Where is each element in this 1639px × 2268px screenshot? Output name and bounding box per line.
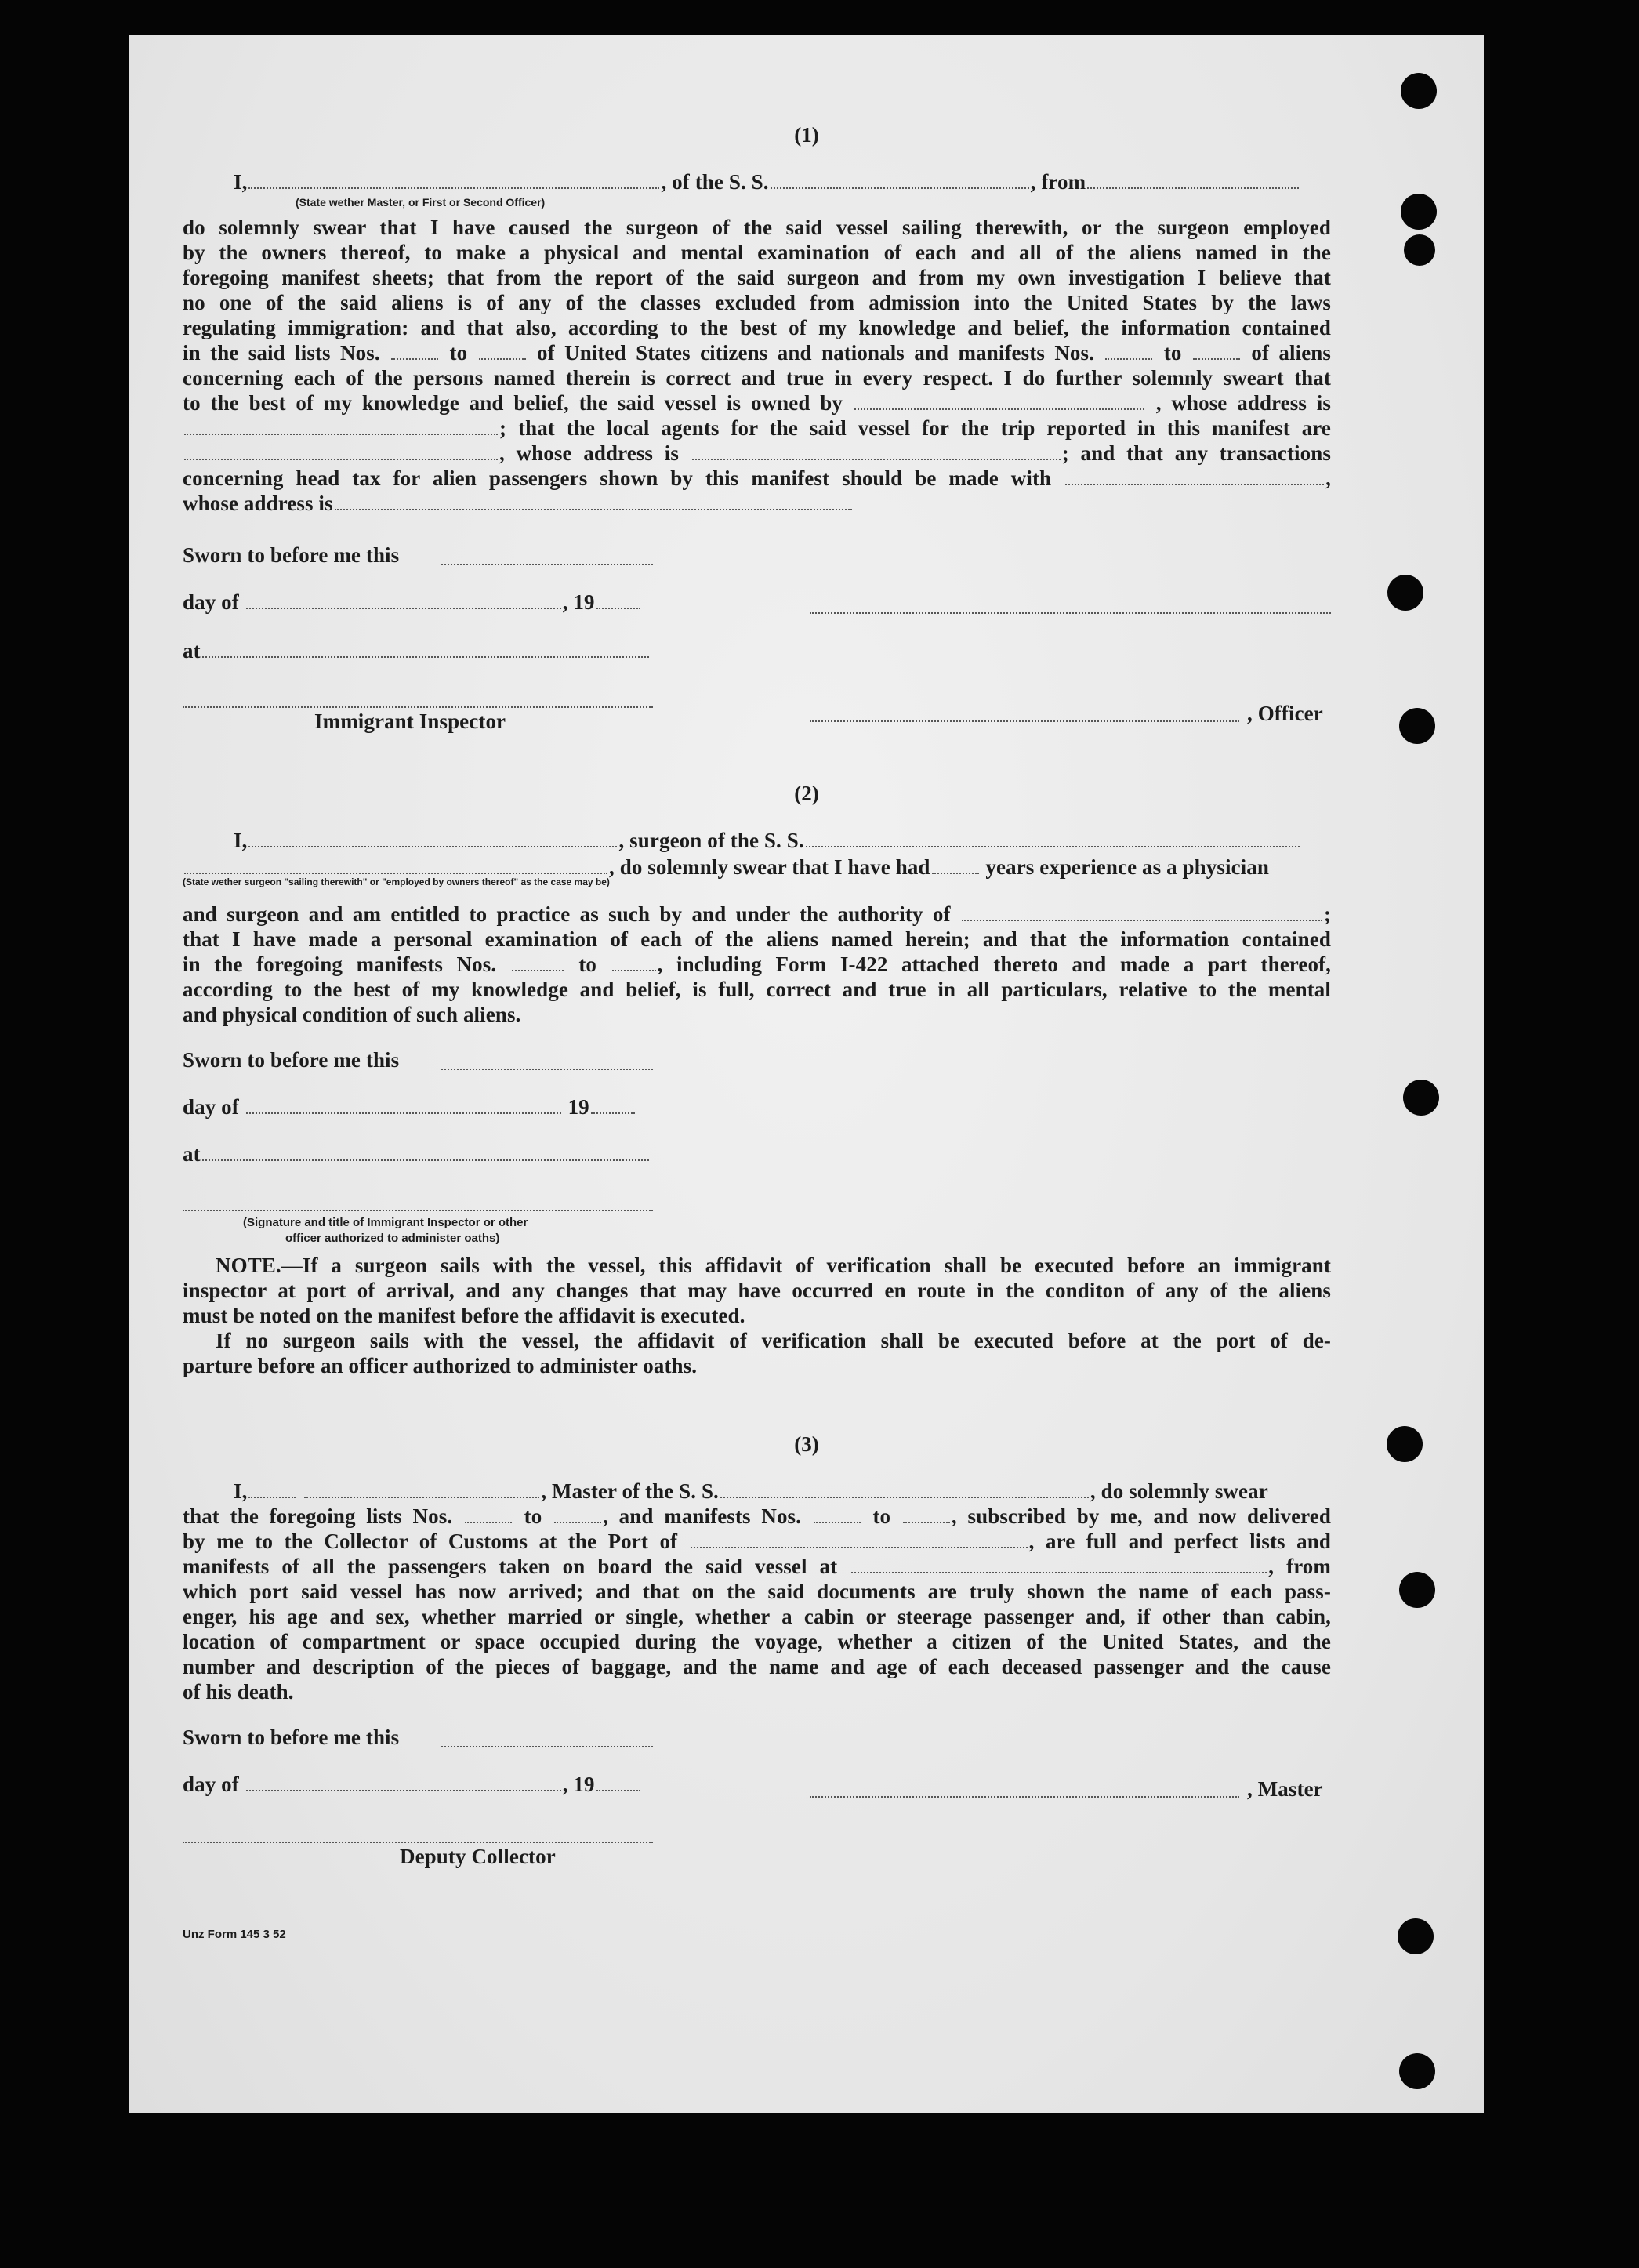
manifest-from-field[interactable] <box>512 970 564 971</box>
section-1-line-1: I, , of the S. S. , from <box>234 170 1300 194</box>
section-3-para-line: manifests of all the passengers taken on board the said vessel at , from <box>183 1555 1331 1578</box>
head-tax-contact-field[interactable] <box>1065 484 1324 485</box>
binder-hole <box>1403 1080 1439 1116</box>
manifests-to-field[interactable] <box>1193 358 1240 360</box>
section-1-para-line: foregoing manifest sheets; that from the report of the said surgeon and from my own investigation I believe that <box>183 266 1331 289</box>
section-1-para-line: ; that the local agents for the said vessel for the trip reported in this manifest are <box>183 416 1331 441</box>
owner-address-field[interactable] <box>184 434 498 435</box>
lists-to-field[interactable] <box>479 358 526 360</box>
inspector-signature-field[interactable] <box>183 1210 653 1211</box>
officer-label: , Officer <box>1247 702 1323 725</box>
lists-from-field[interactable] <box>391 358 438 360</box>
surgeon-hint: (State wether surgeon "sailing therewith" or "employed by owners thereof" as the case may be) <box>183 876 610 887</box>
form-id: Unz Form 145 3 52 <box>183 1928 286 1941</box>
section-2-number: (2) <box>794 782 819 805</box>
binder-hole <box>1399 2053 1435 2089</box>
local-agents-field[interactable] <box>184 459 498 460</box>
master-label: , Master <box>1247 1777 1323 1801</box>
section-3-para-line: of his death. <box>183 1680 294 1704</box>
binder-hole <box>1404 234 1435 266</box>
manifests-from-field[interactable] <box>814 1522 861 1523</box>
head-tax-address-field[interactable] <box>335 509 852 510</box>
section-1-number: (1) <box>794 123 819 147</box>
day-of-line: day of , 19 <box>183 1773 642 1797</box>
vessel-name-field[interactable] <box>771 187 1029 189</box>
month-field[interactable] <box>246 1112 561 1114</box>
signature-hint: officer authorized to administer oaths) <box>285 1232 500 1245</box>
collector-signature-field[interactable] <box>183 1842 653 1843</box>
year-field[interactable] <box>596 608 640 609</box>
section-2-para-line: that I have made a personal examination of each of the aliens named herein; and that the information contained <box>183 927 1331 951</box>
section-2-para-line: in the foregoing manifests Nos. to , including Form I-422 attached thereto and made a part thereof, <box>183 953 1331 976</box>
at-line: at <box>183 639 651 663</box>
surgeon-vessel-field[interactable] <box>806 846 1300 847</box>
years-experience-field[interactable] <box>932 873 979 874</box>
section-3-para-line: location of compartment or space occupied during the voyage, whether a citizen of the United States, and the <box>183 1630 1331 1653</box>
section-3-para-line: number and description of the pieces of baggage, and the name and age of each deceased passenger and the cause <box>183 1655 1331 1678</box>
manifests-to-field[interactable] <box>903 1522 950 1523</box>
officer-signature-field[interactable] <box>810 612 1331 614</box>
lists-from-field[interactable] <box>465 1522 512 1523</box>
note-line: If no surgeon sails with the vessel, the affidavit of verification shall be executed before at the port of de- <box>216 1329 1331 1352</box>
section-3-para-line: that the foregoing lists Nos. to , and manifests Nos. to , subscribed by me, and now delivered <box>183 1504 1331 1528</box>
note-line: must be noted on the manifest before the affidavit is executed. <box>183 1304 745 1327</box>
master-initial-field[interactable] <box>248 1497 296 1498</box>
section-2-para-line: and physical condition of such aliens. <box>183 1003 521 1026</box>
sworn-label: Sworn to before me this <box>183 543 400 567</box>
sworn-label: Sworn to before me this <box>183 1725 400 1749</box>
section-1-para-line: by the owners thereof, to make a physical and mental examination of each and all of the aliens named in the <box>183 241 1331 264</box>
port-field[interactable] <box>691 1547 1028 1548</box>
section-1-para-line: concerning head tax for alien passengers shown by this manifest should be made with , <box>183 466 1331 490</box>
lists-to-field[interactable] <box>554 1522 601 1523</box>
section-2-para-line: according to the best of my knowledge and belief, is full, correct and true in all particulars, relative to the mental <box>183 978 1331 1001</box>
place-field[interactable] <box>202 656 649 658</box>
embark-port-field[interactable] <box>851 1572 1267 1573</box>
binder-hole <box>1387 575 1423 611</box>
master-vessel-field[interactable] <box>720 1497 1089 1498</box>
sworn-day-field[interactable] <box>441 1746 653 1747</box>
officer-name-field[interactable] <box>248 187 659 189</box>
section-3-line-1: I, , Master of the S. S. , do solemnly swear <box>234 1479 1268 1503</box>
section-3-para-line: enger, his age and sex, whether married or single, whether a cabin or steerage passenger and, if other than cabin, <box>183 1605 1331 1628</box>
month-field[interactable] <box>246 608 561 609</box>
year-field[interactable] <box>596 1790 640 1791</box>
note-line: inspector at port of arrival, and any changes that may have occurred en route in the conditon of any of the aliens <box>183 1279 1331 1302</box>
binder-hole <box>1398 1918 1434 1954</box>
sworn-label: Sworn to before me this <box>183 1048 400 1072</box>
signature-hint: (Signature and title of Immigrant Inspector or other <box>243 1216 528 1229</box>
day-of-line: day of 19 <box>183 1095 636 1119</box>
agents-address-field[interactable] <box>692 459 1061 460</box>
section-1-para-line: do solemnly swear that I have caused the surgeon of the said vessel sailing therewith, or the surgeon employed <box>183 216 1331 239</box>
master-signature-field[interactable] <box>810 1796 1239 1798</box>
surgeon-name-field[interactable] <box>248 846 617 847</box>
owner-field[interactable] <box>854 408 1144 410</box>
at-line: at <box>183 1142 651 1167</box>
note-line: NOTE.—If a surgeon sails with the vessel, this affidavit of verification shall be executed before an immigrant <box>216 1254 1331 1277</box>
binder-hole <box>1401 194 1437 230</box>
month-field[interactable] <box>246 1790 561 1791</box>
section-1-para-line: regulating immigration: and that also, according to the best of my knowledge and belief, the information contained <box>183 316 1331 339</box>
officer-hint: (State wether Master, or First or Second Officer) <box>296 196 546 209</box>
deputy-collector-label: Deputy Collector <box>400 1845 556 1868</box>
binder-hole <box>1399 708 1435 744</box>
note-line: parture before an officer authorized to administer oaths. <box>183 1354 698 1377</box>
sworn-day-field[interactable] <box>441 1069 653 1070</box>
binder-hole <box>1387 1426 1423 1462</box>
officer-name-field-2[interactable] <box>810 720 1239 722</box>
manifests-from-field[interactable] <box>1105 358 1152 360</box>
year-field[interactable] <box>591 1112 635 1114</box>
section-1-para-line: in the said lists Nos. to of United States citizens and nationals and manifests Nos. to of aliens <box>183 341 1332 365</box>
section-3-para-line: which port said vessel has now arrived; and that on the said documents are truly shown the name of each pass- <box>183 1580 1331 1603</box>
section-2-line-2: , do solemnly swear that I have had years experience as a physician <box>183 855 1269 880</box>
immigrant-inspector-label: Immigrant Inspector <box>314 709 506 733</box>
section-3-number: (3) <box>794 1432 819 1456</box>
section-2-line-1: I, , surgeon of the S. S. <box>234 829 1301 853</box>
manifest-to-field[interactable] <box>612 970 656 971</box>
binder-hole <box>1401 73 1437 109</box>
master-name-field[interactable] <box>304 1497 539 1498</box>
section-1-para-line: no one of the said aliens is of any of the classes excluded from admission into the United States by the laws <box>183 291 1331 314</box>
section-1-para-line: to the best of my knowledge and belief, the said vessel is owned by , whose address is <box>183 391 1331 415</box>
surgeon-status-field[interactable] <box>184 873 607 874</box>
binder-hole <box>1399 1572 1435 1608</box>
section-2-para-line: and surgeon and am entitled to practice as such by and under the authority of ; <box>183 902 1331 926</box>
section-1-para-line: , whose address is ; and that any transactions <box>183 441 1331 466</box>
place-field[interactable] <box>202 1159 649 1161</box>
section-1-para-line: concerning each of the persons named therein is correct and true in every respect. I do further solemnly sweart that <box>183 366 1331 390</box>
day-of-line: day of , 19 <box>183 590 642 615</box>
inspector-signature-field[interactable] <box>183 706 653 708</box>
sworn-day-field[interactable] <box>441 564 653 565</box>
from-port-field[interactable] <box>1087 187 1299 189</box>
document-page <box>129 35 1484 2113</box>
section-3-para-line: by me to the Collector of Customs at the Port of , are full and perfect lists and <box>183 1530 1331 1553</box>
authority-field[interactable] <box>962 920 1322 921</box>
section-1-para-line: whose address is <box>183 492 854 516</box>
